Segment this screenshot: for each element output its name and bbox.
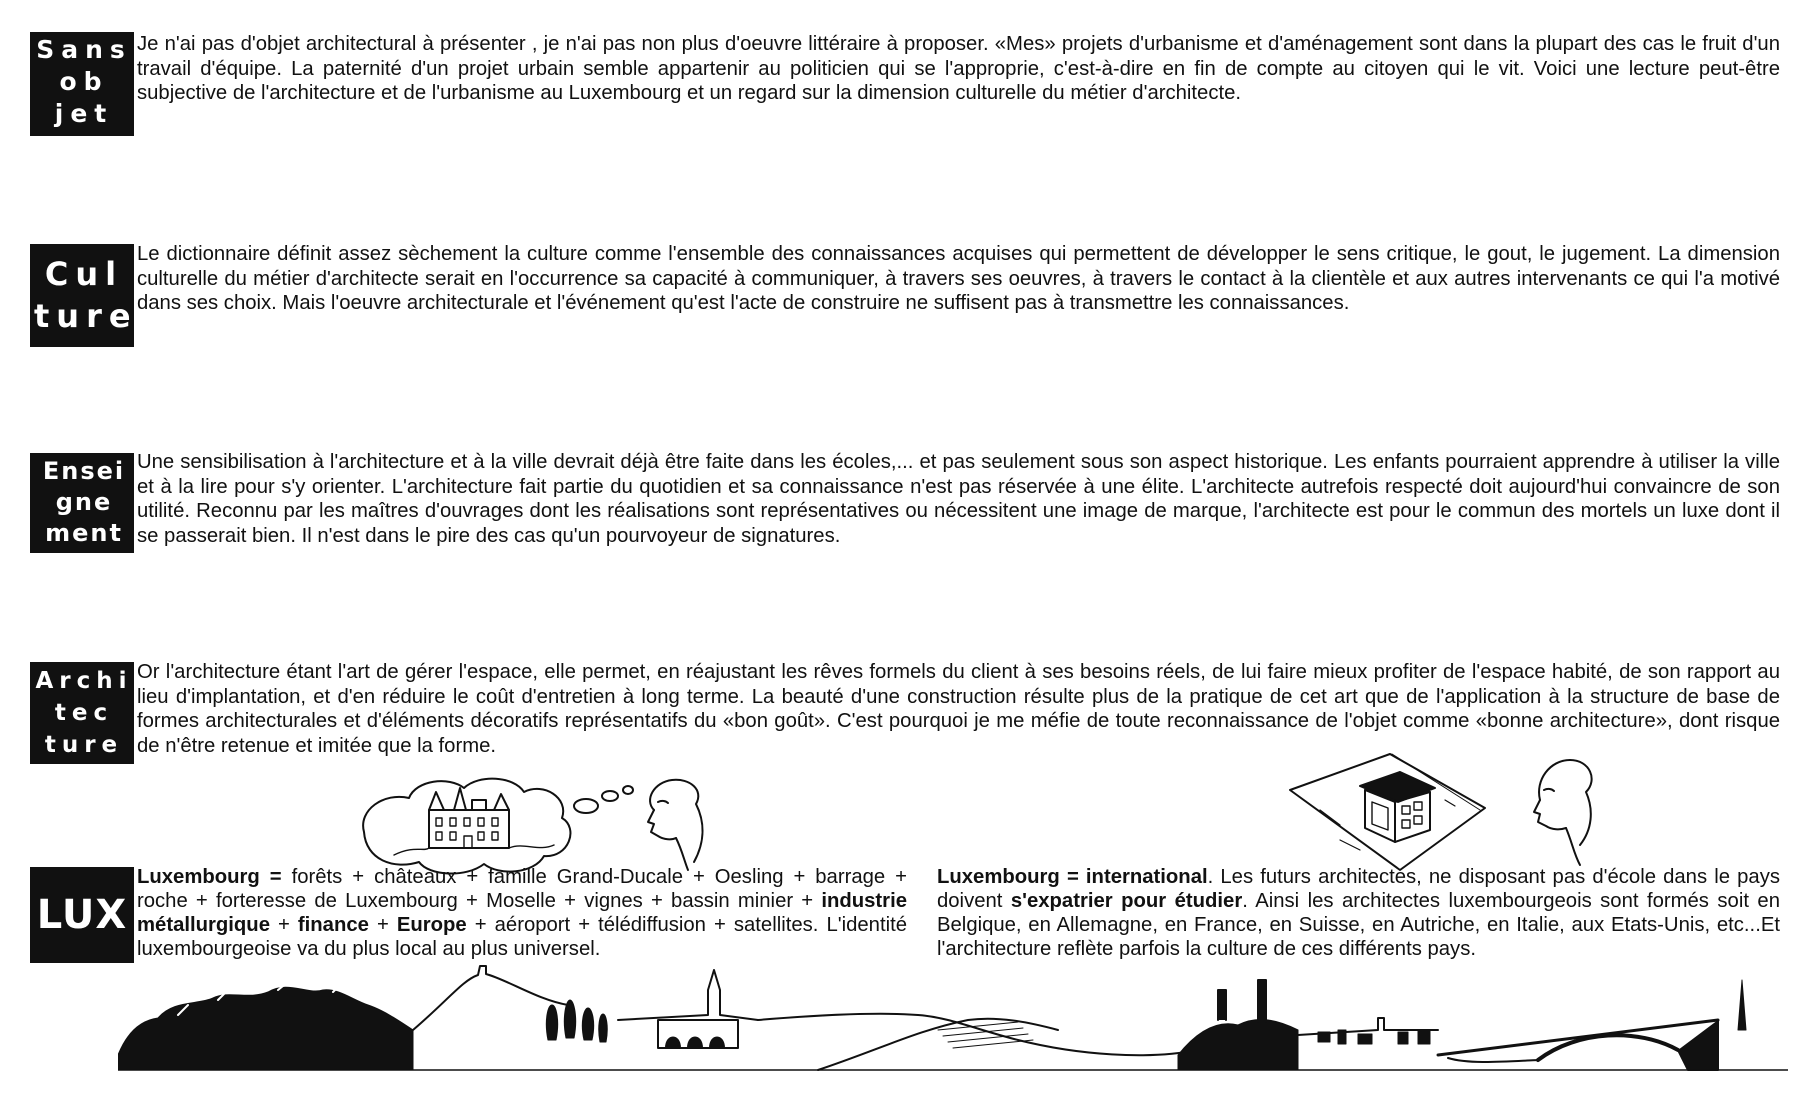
section-sans-objet	[30, 32, 1780, 142]
label-line: ture	[34, 297, 138, 335]
label-line: Cul	[44, 255, 124, 293]
label-line: jet	[54, 99, 114, 128]
label-line: ment	[45, 519, 123, 547]
text: . Les futurs architectes, ne disposant pas d'école dans le pays doivent	[937, 866, 1780, 912]
section-label: LUX	[30, 867, 134, 963]
bold-text: Luxembourg = international	[937, 866, 1208, 888]
section-culture	[30, 242, 1780, 352]
paragraph: Une sensibilisation à l'architecture et à la ville devrait déjà être faite dans les écoles,... et pas seulement sous son aspect historique. Les enfants pourraient apprendre à utiliser la ville et à la lire pour s'y orienter. L'architecture fait partie du quotidien et sa connaissance n'est pas réservée à une élite. L'architecte autrefois respecté doit aujourd'hui convaincre de son utilité. Reconnu par les maîtres d'ouvrages dont les réalisations sont représentatives ou nécessitent une image de marque, l'architecte est pour le commun des mortels un luxe dont il se passerait bien. Il n'est dans le pire des cas qu'un pourvoyeur de signatures.	[137, 451, 1780, 547]
text: +	[269, 914, 298, 936]
paragraph: Le dictionnaire définit assez sèchement la culture comme l'ensemble des connaissances acquises qui permettent de développer le sens critique, le gout, le jugement. La dimension culturelle du métier d'architecte serait en l'occurrence sa capacité à communiquer, à travers ses oeuvres, à travers le contact à la clientèle et aux autres intervenants ce qui l'a motivé dans ses choix. Mais l'oeuvre architecturale et l'événement qu'est l'acte de construire ne suffisent pas à transmettre les connaissances.	[137, 243, 1780, 314]
label-line: Archi	[35, 668, 133, 694]
text: + aéroport + télédiffusion + satellites. L'identité luxembourgeoise va du plus local au plus universel.	[137, 914, 907, 960]
section-label	[30, 453, 134, 553]
paragraph	[937, 865, 1780, 961]
text: +	[368, 914, 397, 936]
section-label	[30, 662, 134, 764]
paragraph: Je n'ai pas d'objet architectural à présenter , je n'ai pas non plus d'oeuvre littéraire à proposer. «Mes» projets d'urbanisme et d'aménagement sont dans la plupart des cas le fruit d'un travail d'équipe. La paternité d'un projet urbain semble appartenir au politicien qui se l'approprie, c'est-à-dire en fin de compte au citoyen qui le vit. Voici une lecture peut-être subjective de l'architecture et de l'urbanisme au Luxembourg et un regard sur la dimension culturelle du métier d'architecte.	[137, 33, 1780, 104]
luxembourg-landscape-sketch	[118, 960, 1788, 1085]
lux-right-column	[937, 865, 1780, 961]
section-enseignement	[30, 450, 1780, 560]
section-lux	[30, 865, 1780, 965]
section-text	[137, 450, 1780, 548]
section-text	[137, 660, 1780, 758]
lux-left-column	[137, 865, 907, 961]
section-text	[137, 242, 1780, 316]
bold-text: Europe	[396, 914, 467, 936]
section-label	[30, 244, 138, 347]
label-line: tec	[54, 700, 114, 726]
label-line: ture	[44, 732, 124, 758]
section-text	[137, 32, 1780, 106]
label-line: gne	[55, 488, 113, 516]
text: . Ainsi les architectes luxembourgeois sont formés soit en Belgique, en Allemagne, en France, en Suisse, en Autriche, en Italie, aux Etats-Unis, etc...Et l'architecture reflète parfois la culture de ces différents pays.	[937, 890, 1780, 960]
bold-text: s'expatrier pour étudier	[1010, 890, 1243, 912]
text: forêts + châteaux + famille Grand-Ducale + Oesling + barrage + roche + forteresse de Luxembourg + Moselle + vignes + bassin minier +	[137, 866, 907, 912]
bold-text: industrie métallurgique	[137, 890, 907, 936]
paragraph	[137, 865, 907, 961]
bold-text: finance	[297, 914, 369, 936]
building-model-sketch	[1280, 750, 1640, 880]
paragraph: Or l'architecture étant l'art de gérer l'espace, elle permet, en réajustant les rêves formels du client à ses besoins réels, de lui faire mieux profiter de l'espace habité, de son rapport au lieu d'implantation, et d'en réduire le coût d'entretien à long terme. La beauté d'une construction résulte plus de la pratique de cet art que de l'application à la structure de base de formes architecturales et d'éléments décoratifs représentatifs du «bon goût». C'est pourquoi je me méfie de toute reconnaissance de l'objet comme «bonne architecture», dont risque de n'être retenue et imitée que la forme.	[137, 661, 1780, 757]
label-line: Sans	[36, 35, 132, 64]
label-line: ob	[59, 67, 109, 96]
bold-text: Luxembourg =	[137, 866, 282, 888]
label-line: Ensei	[42, 457, 126, 485]
section-label	[30, 32, 134, 136]
